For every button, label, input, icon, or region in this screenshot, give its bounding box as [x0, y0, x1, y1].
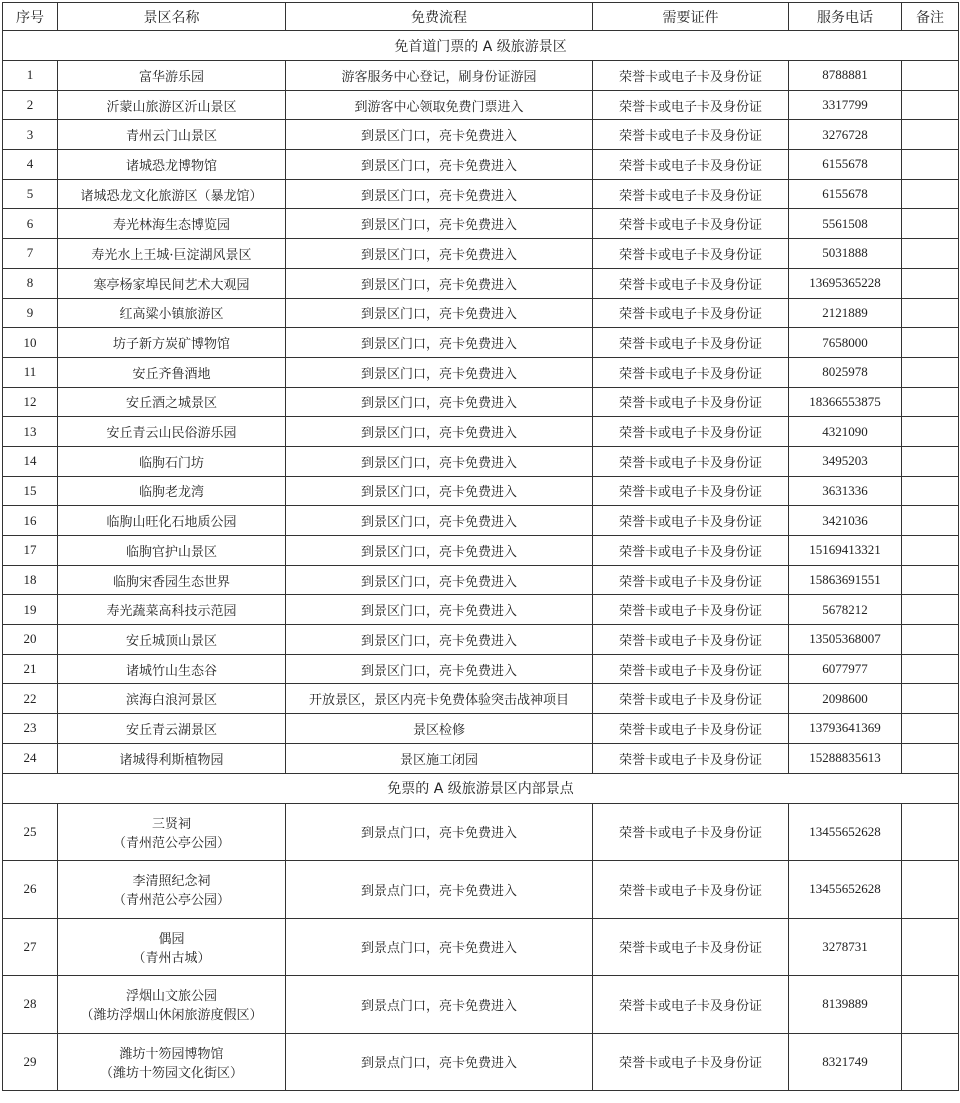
row-cert: 荣誉卡或电子卡及身份证: [593, 803, 789, 861]
row-note: [902, 918, 959, 976]
row-name: [58, 861, 286, 919]
row-note: [902, 565, 959, 595]
row-name-main: 三贤祠: [151, 816, 191, 832]
row-phone: 15288835613: [789, 743, 902, 773]
row-phone: 13695365228: [789, 268, 902, 298]
row-note: [902, 417, 959, 447]
table-row: [3, 209, 959, 239]
row-process: 到景区门口，亮卡免费进入: [286, 446, 593, 476]
row-index: 5: [3, 179, 58, 209]
row-process: 到景区门口，亮卡免费进入: [286, 328, 593, 358]
row-name: [58, 918, 286, 976]
table-row: [3, 90, 959, 120]
row-index: 27: [3, 918, 58, 976]
free-attractions-table: [2, 2, 959, 1091]
header-index: 序号: [3, 3, 58, 31]
table-row: [3, 595, 959, 625]
row-cert: 荣誉卡或电子卡及身份证: [593, 387, 789, 417]
row-note: [902, 239, 959, 269]
header-note: 备注: [902, 3, 959, 31]
table-row: [3, 684, 959, 714]
row-note: [902, 120, 959, 150]
row-note: [902, 654, 959, 684]
row-note: [902, 209, 959, 239]
row-cert: 荣誉卡或电子卡及身份证: [593, 536, 789, 566]
row-cert: 荣誉卡或电子卡及身份证: [593, 743, 789, 773]
row-phone: 3278731: [789, 918, 902, 976]
row-name: 安丘齐鲁酒地: [58, 357, 286, 387]
row-index: 2: [3, 90, 58, 120]
row-index: 3: [3, 120, 58, 150]
table-row: [3, 150, 959, 180]
table-body: [3, 31, 959, 1091]
row-cert: 荣誉卡或电子卡及身份证: [593, 595, 789, 625]
row-cert: 荣誉卡或电子卡及身份证: [593, 328, 789, 358]
header-row: [3, 3, 959, 31]
row-cert: 荣誉卡或电子卡及身份证: [593, 209, 789, 239]
row-name-sub: （潍坊十笏园文化街区）: [99, 1065, 243, 1081]
row-cert: 荣誉卡或电子卡及身份证: [593, 90, 789, 120]
row-note: [902, 1033, 959, 1091]
row-cert: 荣誉卡或电子卡及身份证: [593, 120, 789, 150]
row-process: 到景区门口，亮卡免费进入: [286, 387, 593, 417]
section-header-row: [3, 31, 959, 61]
row-name: 临朐山旺化石地质公园: [58, 506, 286, 536]
row-note: [902, 595, 959, 625]
row-process: 到景区门口，亮卡免费进入: [286, 565, 593, 595]
table-row: [3, 268, 959, 298]
row-note: [902, 446, 959, 476]
row-cert: 荣誉卡或电子卡及身份证: [593, 298, 789, 328]
row-process: 到景区门口，亮卡免费进入: [286, 476, 593, 506]
row-cert: 荣誉卡或电子卡及身份证: [593, 625, 789, 655]
row-phone: 6155678: [789, 179, 902, 209]
row-cert: 荣誉卡或电子卡及身份证: [593, 179, 789, 209]
row-index: 24: [3, 743, 58, 773]
row-note: [902, 684, 959, 714]
row-cert: 荣誉卡或电子卡及身份证: [593, 446, 789, 476]
row-note: [902, 861, 959, 919]
row-phone: 5031888: [789, 239, 902, 269]
row-process: 到景区门口，亮卡免费进入: [286, 417, 593, 447]
section-title: 免票的 A 级旅游景区内部景点: [3, 773, 959, 803]
row-name-main: 浮烟山文旅公园: [125, 989, 217, 1005]
table-row: [3, 714, 959, 744]
row-phone: 3631336: [789, 476, 902, 506]
row-note: [902, 476, 959, 506]
row-name: 坊子新方炭矿博物馆: [58, 328, 286, 358]
row-note: [902, 625, 959, 655]
row-cert: 荣誉卡或电子卡及身份证: [593, 1033, 789, 1091]
row-cert: 荣誉卡或电子卡及身份证: [593, 976, 789, 1034]
row-cert: 荣誉卡或电子卡及身份证: [593, 357, 789, 387]
row-phone: 5678212: [789, 595, 902, 625]
row-name: 安丘酒之城景区: [58, 387, 286, 417]
row-name: 滨海白浪河景区: [58, 684, 286, 714]
header-process: 免费流程: [286, 3, 593, 31]
row-name-sub: （青州古城）: [132, 950, 211, 966]
row-phone: 8139889: [789, 976, 902, 1034]
table-row: [3, 976, 959, 1034]
row-index: 13: [3, 417, 58, 447]
row-phone: 3276728: [789, 120, 902, 150]
table-row: [3, 654, 959, 684]
row-phone: 2121889: [789, 298, 902, 328]
row-cert: 荣誉卡或电子卡及身份证: [593, 684, 789, 714]
table-row: [3, 61, 959, 91]
row-name: 寿光水上王城·巨淀湖风景区: [58, 239, 286, 269]
row-name-main: 李清照纪念祠: [132, 874, 211, 890]
row-phone: 13455652628: [789, 803, 902, 861]
row-cert: 荣誉卡或电子卡及身份证: [593, 565, 789, 595]
row-process: 开放景区，景区内亮卡免费体验突击战神项目: [286, 684, 593, 714]
table-row: [3, 239, 959, 269]
header-phone: 服务电话: [789, 3, 902, 31]
row-index: 23: [3, 714, 58, 744]
table-row: [3, 743, 959, 773]
row-process: 到景点门口，亮卡免费进入: [286, 861, 593, 919]
row-name: 沂蒙山旅游区沂山景区: [58, 90, 286, 120]
row-index: 29: [3, 1033, 58, 1091]
row-phone: 3421036: [789, 506, 902, 536]
row-index: 9: [3, 298, 58, 328]
row-phone: 8788881: [789, 61, 902, 91]
row-phone: 6155678: [789, 150, 902, 180]
row-name: 临朐老龙湾: [58, 476, 286, 506]
row-index: 10: [3, 328, 58, 358]
row-index: 16: [3, 506, 58, 536]
row-note: [902, 328, 959, 358]
row-name: 临朐官护山景区: [58, 536, 286, 566]
row-process: 到景区门口，亮卡免费进入: [286, 150, 593, 180]
row-note: [902, 179, 959, 209]
row-name: [58, 803, 286, 861]
table-row: [3, 120, 959, 150]
table-row: [3, 625, 959, 655]
row-index: 22: [3, 684, 58, 714]
row-name: 诸城得利斯植物园: [58, 743, 286, 773]
header-name: 景区名称: [58, 3, 286, 31]
row-process: 游客服务中心登记，刷身份证游园: [286, 61, 593, 91]
row-name: 寿光蔬菜高科技示范园: [58, 595, 286, 625]
row-phone: 13505368007: [789, 625, 902, 655]
row-index: 25: [3, 803, 58, 861]
row-process: 到景区门口，亮卡免费进入: [286, 654, 593, 684]
row-cert: 荣誉卡或电子卡及身份证: [593, 506, 789, 536]
row-index: 12: [3, 387, 58, 417]
row-index: 20: [3, 625, 58, 655]
row-name-sub: （青州范公亭公园）: [112, 893, 230, 909]
row-cert: 荣誉卡或电子卡及身份证: [593, 861, 789, 919]
table-row: [3, 918, 959, 976]
row-index: 26: [3, 861, 58, 919]
row-process: 景区检修: [286, 714, 593, 744]
row-cert: 荣誉卡或电子卡及身份证: [593, 918, 789, 976]
row-name: 诸城恐龙文化旅游区（暴龙馆）: [58, 179, 286, 209]
row-name: [58, 976, 286, 1034]
table-row: [3, 1033, 959, 1091]
row-index: 19: [3, 595, 58, 625]
row-phone: 8321749: [789, 1033, 902, 1091]
row-index: 6: [3, 209, 58, 239]
row-phone: 4321090: [789, 417, 902, 447]
row-cert: 荣誉卡或电子卡及身份证: [593, 714, 789, 744]
table-row: [3, 387, 959, 417]
row-name: 青州云门山景区: [58, 120, 286, 150]
row-process: 到景区门口，亮卡免费进入: [286, 239, 593, 269]
row-index: 28: [3, 976, 58, 1034]
section-title: 免首道门票的 A 级旅游景区: [3, 31, 959, 61]
section-header-row: [3, 773, 959, 803]
row-process: 到景区门口，亮卡免费进入: [286, 179, 593, 209]
row-index: 14: [3, 446, 58, 476]
row-name: 临朐石门坊: [58, 446, 286, 476]
row-process: 到景区门口，亮卡免费进入: [286, 298, 593, 328]
row-note: [902, 803, 959, 861]
row-phone: 18366553875: [789, 387, 902, 417]
row-cert: 荣誉卡或电子卡及身份证: [593, 239, 789, 269]
table-row: [3, 476, 959, 506]
table-row: [3, 803, 959, 861]
table-row: [3, 328, 959, 358]
row-phone: 15863691551: [789, 565, 902, 595]
row-process: 到景区门口，亮卡免费进入: [286, 357, 593, 387]
table-row: [3, 417, 959, 447]
table-row: [3, 565, 959, 595]
row-note: [902, 61, 959, 91]
row-process: 到景区门口，亮卡免费进入: [286, 506, 593, 536]
row-name: 临朐宋香园生态世界: [58, 565, 286, 595]
row-process: 到景区门口，亮卡免费进入: [286, 595, 593, 625]
row-process: 景区施工闭园: [286, 743, 593, 773]
row-process: 到景点门口，亮卡免费进入: [286, 1033, 593, 1091]
row-process: 到景区门口，亮卡免费进入: [286, 268, 593, 298]
row-index: 4: [3, 150, 58, 180]
row-process: 到景区门口，亮卡免费进入: [286, 120, 593, 150]
row-name: 安丘青云山民俗游乐园: [58, 417, 286, 447]
row-index: 7: [3, 239, 58, 269]
row-note: [902, 976, 959, 1034]
row-note: [902, 536, 959, 566]
row-phone: 6077977: [789, 654, 902, 684]
row-note: [902, 506, 959, 536]
row-cert: 荣誉卡或电子卡及身份证: [593, 150, 789, 180]
row-index: 11: [3, 357, 58, 387]
row-note: [902, 743, 959, 773]
row-note: [902, 90, 959, 120]
row-note: [902, 150, 959, 180]
row-note: [902, 268, 959, 298]
table-row: [3, 298, 959, 328]
row-cert: 荣誉卡或电子卡及身份证: [593, 61, 789, 91]
row-name: 红高粱小镇旅游区: [58, 298, 286, 328]
row-index: 17: [3, 536, 58, 566]
row-phone: 2098600: [789, 684, 902, 714]
row-phone: 5561508: [789, 209, 902, 239]
row-name: 富华游乐园: [58, 61, 286, 91]
row-process: 到景区门口，亮卡免费进入: [286, 536, 593, 566]
row-note: [902, 298, 959, 328]
row-name: 安丘城顶山景区: [58, 625, 286, 655]
row-name: 诸城恐龙博物馆: [58, 150, 286, 180]
row-index: 1: [3, 61, 58, 91]
table-row: [3, 506, 959, 536]
table-row: [3, 446, 959, 476]
row-name: 寿光林海生态博览园: [58, 209, 286, 239]
row-phone: 13455652628: [789, 861, 902, 919]
row-note: [902, 387, 959, 417]
table-row: [3, 357, 959, 387]
row-name: 寒亭杨家埠民间艺术大观园: [58, 268, 286, 298]
row-process: 到景区门口，亮卡免费进入: [286, 625, 593, 655]
row-cert: 荣誉卡或电子卡及身份证: [593, 654, 789, 684]
table-row: [3, 179, 959, 209]
row-process: 到景点门口，亮卡免费进入: [286, 976, 593, 1034]
row-phone: 15169413321: [789, 536, 902, 566]
row-index: 8: [3, 268, 58, 298]
row-name: 安丘青云湖景区: [58, 714, 286, 744]
header-cert: 需要证件: [593, 3, 789, 31]
row-process: 到景点门口，亮卡免费进入: [286, 918, 593, 976]
row-note: [902, 714, 959, 744]
row-phone: 13793641369: [789, 714, 902, 744]
row-name: 诸城竹山生态谷: [58, 654, 286, 684]
row-cert: 荣誉卡或电子卡及身份证: [593, 417, 789, 447]
table-row: [3, 861, 959, 919]
row-name-main: 潍坊十笏园博物馆: [119, 1046, 224, 1062]
row-index: 15: [3, 476, 58, 506]
table-row: [3, 536, 959, 566]
row-process: 到景点门口，亮卡免费进入: [286, 803, 593, 861]
row-name: [58, 1033, 286, 1091]
row-phone: 7658000: [789, 328, 902, 358]
row-note: [902, 357, 959, 387]
row-cert: 荣誉卡或电子卡及身份证: [593, 268, 789, 298]
row-name-sub: （潍坊浮烟山休闲旅游度假区）: [80, 1008, 263, 1024]
row-index: 18: [3, 565, 58, 595]
row-phone: 3317799: [789, 90, 902, 120]
row-process: 到景区门口，亮卡免费进入: [286, 209, 593, 239]
row-name-sub: （青州范公亭公园）: [112, 835, 230, 851]
row-phone: 3495203: [789, 446, 902, 476]
row-phone: 8025978: [789, 357, 902, 387]
row-name-main: 偶园: [158, 931, 185, 947]
row-index: 21: [3, 654, 58, 684]
row-process: 到游客中心领取免费门票进入: [286, 90, 593, 120]
row-cert: 荣誉卡或电子卡及身份证: [593, 476, 789, 506]
